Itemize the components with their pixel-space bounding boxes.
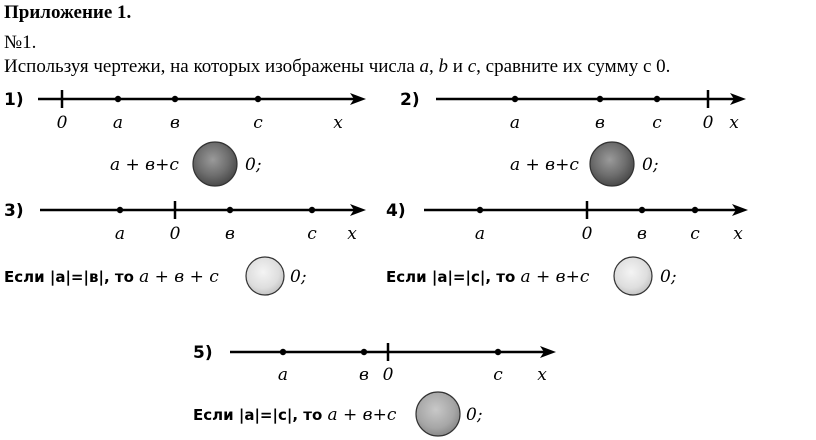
expression-5 — [193, 405, 397, 425]
point-3-0 — [117, 207, 123, 213]
compare-zero-1: 0; — [245, 155, 262, 175]
point-1-2 — [172, 96, 178, 102]
problem-1-label: 1) — [4, 90, 24, 110]
problem-3-label: 3) — [4, 201, 24, 221]
condition-4: Если |а|=|с|, то — [386, 268, 521, 286]
point-label-3-3: с — [307, 224, 317, 244]
sum-2: а + в+с — [510, 155, 579, 175]
variable-b: b — [438, 56, 449, 77]
compare-zero-3: 0; — [290, 267, 307, 287]
point-5-3 — [495, 349, 501, 355]
point-label-4-0: а — [474, 224, 486, 244]
point-3-3 — [309, 207, 315, 213]
variable-a: a — [419, 56, 430, 77]
task-text-start: Используя чертежи, на которых изображены числа — [4, 56, 420, 77]
expression-4 — [386, 267, 590, 287]
point-1-3 — [255, 96, 261, 102]
axis-label-4: x — [733, 224, 743, 244]
point-3-2 — [227, 207, 233, 213]
sum-1: а + в+с — [110, 155, 179, 175]
point-4-2 — [639, 207, 645, 213]
sum-5: а + в+с — [327, 405, 397, 425]
problem-5-label: 5) — [193, 343, 213, 363]
condition-5: Если |а|=|с|, то — [193, 406, 328, 424]
axis-label-3: x — [347, 224, 357, 244]
sum-4: а + в+с — [520, 267, 590, 287]
comparison-blank-1 — [193, 142, 237, 186]
page-title: Приложение 1. — [4, 2, 132, 23]
expression-2 — [510, 155, 579, 175]
point-label-2-3: 0 — [702, 113, 714, 133]
point-5-0 — [280, 349, 286, 355]
sum-3: а + в + с — [139, 267, 219, 287]
compare-zero-5: 0; — [466, 405, 483, 425]
point-label-3-2: в — [225, 224, 235, 244]
problem-2-label: 2) — [400, 90, 420, 110]
task-separator-2: и — [448, 56, 468, 77]
point-5-1 — [361, 349, 367, 355]
point-4-0 — [477, 207, 483, 213]
point-label-3-1: 0 — [169, 224, 181, 244]
point-label-5-3: с — [493, 365, 503, 385]
exercise-number: №1. — [4, 32, 37, 53]
comparison-blank-2 — [590, 142, 634, 186]
point-label-2-0: а — [509, 113, 521, 133]
expression-3 — [4, 267, 219, 287]
point-2-1 — [597, 96, 603, 102]
comparison-blank-5 — [416, 392, 460, 436]
point-1-1 — [115, 96, 121, 102]
point-label-1-0: 0 — [56, 113, 68, 133]
point-label-1-3: с — [253, 113, 263, 133]
task-text-end: , сравните их сумму с 0. — [476, 56, 671, 77]
point-label-1-1: а — [112, 113, 124, 133]
condition-3: Если |а|=|в|, то — [4, 268, 140, 286]
comparison-blank-4 — [614, 257, 652, 295]
comparison-blank-3 — [246, 257, 284, 295]
point-4-3 — [692, 207, 698, 213]
point-label-4-2: в — [637, 224, 647, 244]
point-2-2 — [654, 96, 660, 102]
axis-label-2: x — [729, 113, 739, 133]
task-separator-1: , — [429, 56, 439, 77]
expression-1 — [110, 155, 179, 175]
variable-c: c — [467, 56, 477, 77]
point-label-5-1: в — [359, 365, 369, 385]
point-label-5-0: а — [277, 365, 289, 385]
point-label-3-0: а — [114, 224, 126, 244]
axis-label-5: x — [537, 365, 547, 385]
point-label-2-1: в — [595, 113, 605, 133]
axis-label-1: x — [333, 113, 343, 133]
point-2-0 — [512, 96, 518, 102]
point-label-4-1: 0 — [581, 224, 593, 244]
point-label-1-2: в — [170, 113, 180, 133]
point-label-5-2: 0 — [382, 365, 394, 385]
compare-zero-4: 0; — [660, 267, 677, 287]
point-label-4-3: с — [690, 224, 700, 244]
compare-zero-2: 0; — [642, 155, 659, 175]
problem-4-label: 4) — [386, 201, 406, 221]
point-label-2-2: с — [652, 113, 662, 133]
